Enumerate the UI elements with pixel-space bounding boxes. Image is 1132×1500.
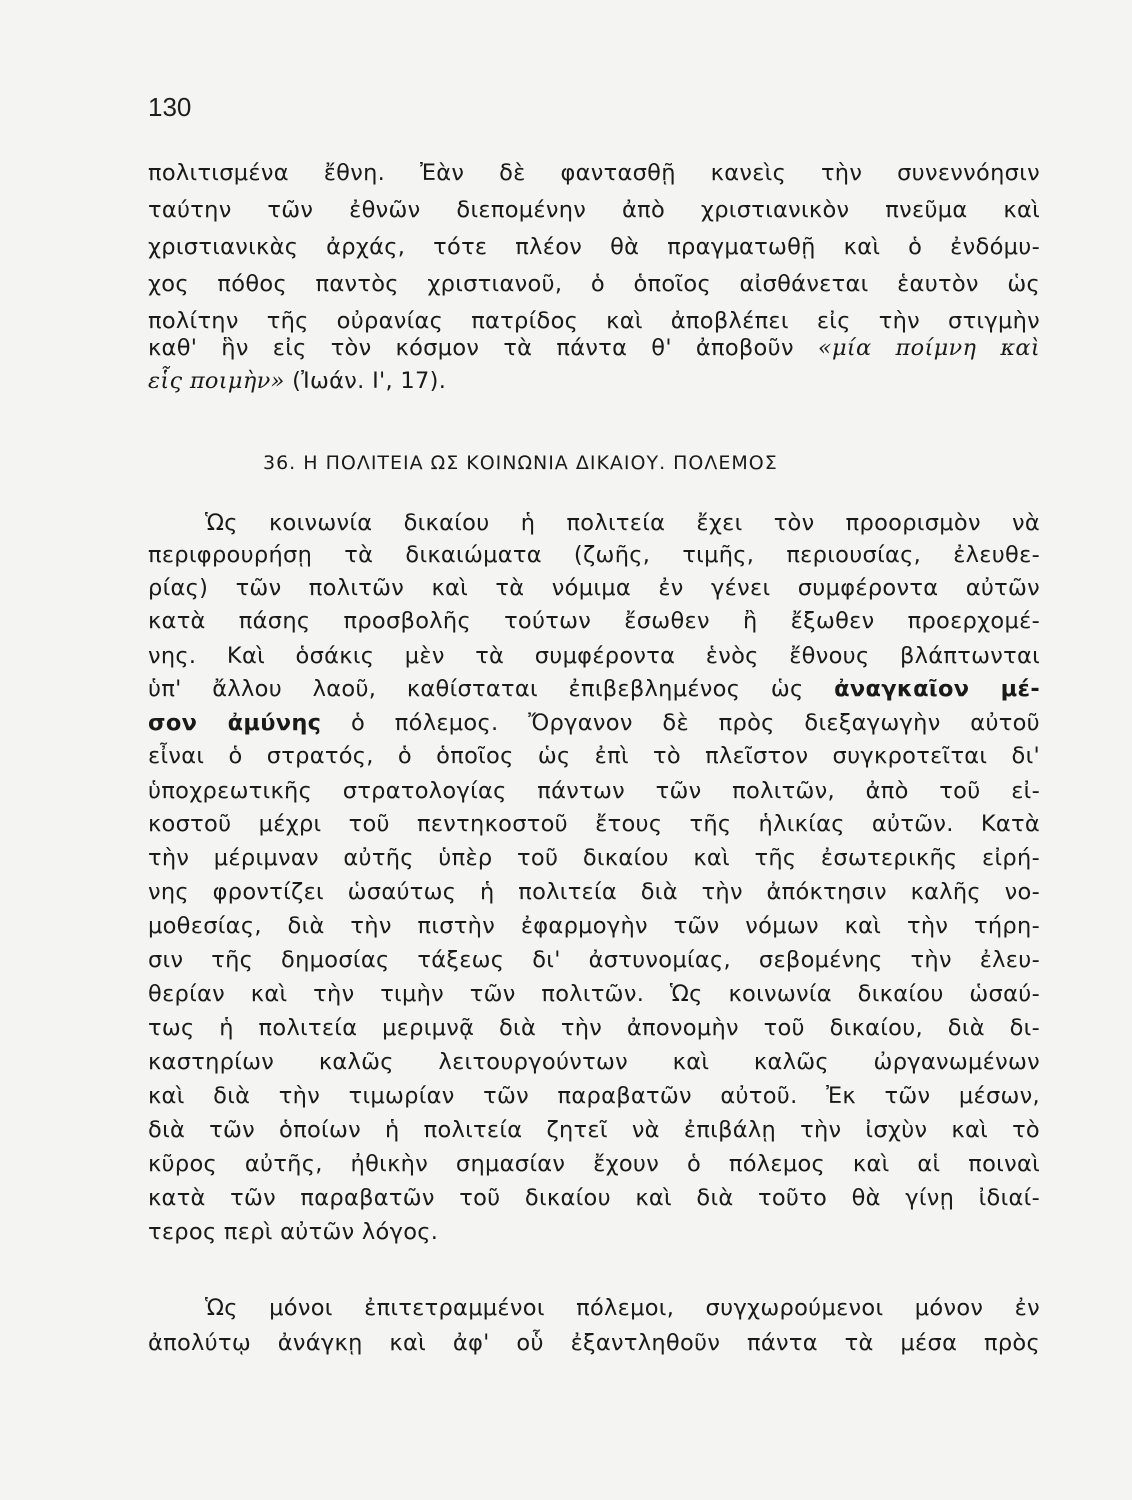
text-line: ὑποχρεωτικῆς στρατολογίας πάντων τῶν πολιτῶν, ἀπὸ τοῦ εἰ- — [148, 778, 1040, 804]
page-number: 130 — [148, 92, 192, 122]
text-line: κατὰ τῶν παραβατῶν τοῦ δικαίου καὶ διὰ τοῦτο θὰ γίνῃ ἰδιαί- — [148, 1185, 1040, 1211]
text-line — [148, 708, 1040, 738]
text-line: Ὡς μόνοι ἐπιτετραμμένοι πόλεμοι, συγχωρούμενοι μόνον ἐν — [205, 1295, 1040, 1321]
text-fragment: ὁ πόλεμος. Ὄργανον δὲ πρὸς διεξαγωγὴν αὐτοῦ — [321, 710, 1040, 736]
text-line — [148, 333, 1040, 363]
text-line: χος πόθος παντὸς χριστιανοῦ, ὁ ὁποῖος αἰσθάνεται ἑαυτὸν ὡς — [148, 271, 1040, 297]
text-line: εἶναι ὁ στρατός, ὁ ὁποῖος ὡς ἐπὶ τὸ πλεῖστον συγκροτεῖται δι' — [148, 743, 1040, 769]
text-line: πολιτισμένα ἔθνη. Ἐὰν δὲ φαντασθῇ κανεὶς τὴν συνεννόησιν — [148, 160, 1040, 186]
text-line — [148, 366, 1040, 396]
text-line: τὴν μέριμναν αὐτῆς ὑπὲρ τοῦ δικαίου καὶ τῆς ἐσωτερικῆς εἰρή- — [148, 845, 1040, 871]
quotation-italic: «μία ποίμνη καὶ — [817, 335, 1040, 361]
text-line: νης. Καὶ ὁσάκις μὲν τὰ συμφέροντα ἑνὸς ἔθνους βλάπτωνται — [148, 643, 1040, 669]
text-line: πολίτην τῆς οὐρανίας πατρίδος καὶ ἀποβλέπει εἰς τὴν στιγμὴν — [148, 308, 1040, 334]
text-fragment: ὑπ' ἄλλου λαοῦ, καθίσταται ἐπιβεβλημένος ὡς — [148, 676, 835, 702]
section-heading: 36. Η ΠΟΛΙΤΕΙΑ ΩΣ ΚΟΙΝΩΝΙΑ ΔΙΚΑΙΟΥ. ΠΟΛΕΜΟΣ — [263, 452, 778, 474]
text-line — [148, 674, 1040, 704]
text-line: περιφρουρήσῃ τὰ δικαιώματα (ζωῆς, τιμῆς, περιουσίας, ἐλευθε- — [148, 542, 1040, 568]
text-line: καὶ διὰ τὴν τιμωρίαν τῶν παραβατῶν αὐτοῦ. Ἐκ τῶν μέσων, — [148, 1083, 1040, 1109]
quotation-italic: εἷς ποιμὴν» — [148, 368, 285, 394]
text-line: ἀπολύτῳ ἀνάγκῃ καὶ ἀφ' οὗ ἐξαντληθοῦν πάντα τὰ μέσα πρὸς — [148, 1330, 1040, 1356]
text-line: τερος περὶ αὐτῶν λόγος. — [148, 1219, 439, 1245]
text-line: θερίαν καὶ τὴν τιμὴν τῶν πολιτῶν. Ὡς κοινωνία δικαίου ὡσαύ- — [148, 981, 1040, 1007]
text-line: σιν τῆς δημοσίας τάξεως δι' ἀστυνομίας, σεβομένης τὴν ἐλευ- — [148, 947, 1040, 973]
text-line: κοστοῦ μέχρι τοῦ πεντηκοστοῦ ἔτους τῆς ἡλικίας αὐτῶν. Κατὰ — [148, 811, 1040, 837]
text-line: Ὡς κοινωνία δικαίου ἡ πολιτεία ἔχει τὸν προορισμὸν νὰ — [205, 510, 1040, 536]
text-line: τως ἡ πολιτεία μεριμνᾷ διὰ τὴν ἀπονομὴν τοῦ δικαίου, διὰ δι- — [148, 1015, 1040, 1041]
text-line: κατὰ πάσης προσβολῆς τούτων ἔσωθεν ἢ ἔξωθεν προερχομέ- — [148, 608, 1040, 634]
text-line: νης φροντίζει ὡσαύτως ἡ πολιτεία διὰ τὴν ἀπόκτησιν καλῆς νο- — [148, 879, 1040, 905]
text-line: χριστιανικὰς ἀρχάς, τότε πλέον θὰ πραγματωθῇ καὶ ὁ ἐνδόμυ- — [148, 234, 1040, 260]
text-fragment: καθ' ἣν εἰς τὸν κόσμον τὰ πάντα θ' ἀποβοῦν — [148, 335, 818, 361]
text-line: μοθεσίας, διὰ τὴν πιστὴν ἐφαρμογὴν τῶν νόμων καὶ τὴν τήρη- — [148, 913, 1040, 939]
emphasis-bold: ἀναγκαῖον μέ- — [834, 676, 1041, 702]
emphasis-bold: σον ἀμύνης — [148, 710, 322, 736]
text-line: διὰ τῶν ὁποίων ἡ πολιτεία ζητεῖ νὰ ἐπιβάλῃ τὴν ἰσχὺν καὶ τὸ — [148, 1117, 1040, 1143]
text-line: ταύτην τῶν ἐθνῶν διεπομένην ἀπὸ χριστιανικὸν πνεῦμα καὶ — [148, 197, 1040, 223]
text-line: κῦρος αὐτῆς, ἠθικὴν σημασίαν ἔχουν ὁ πόλεμος καὶ αἱ ποιναὶ — [148, 1151, 1040, 1177]
text-line: καστηρίων καλῶς λειτουργούντων καὶ καλῶς ὠργανωμένων — [148, 1049, 1040, 1075]
text-line: ρίας) τῶν πολιτῶν καὶ τὰ νόμιμα ἐν γένει συμφέροντα αὐτῶν — [148, 575, 1040, 601]
text-fragment: (Ἰωάν. Ι', 17). — [284, 368, 447, 394]
